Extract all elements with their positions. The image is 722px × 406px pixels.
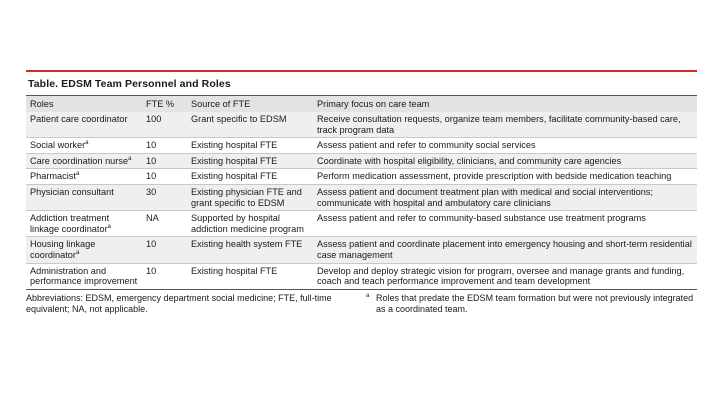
footnote-mark: a: [366, 292, 370, 299]
cell-source: Existing hospital FTE: [187, 263, 313, 289]
cell-focus: Develop and deploy strategic vision for program, oversee and manage grants and funding, coach and teach performance improvement and team development: [313, 263, 697, 289]
cell-focus: Perform medication assessment, provide prescription with bedside medication teaching: [313, 169, 697, 185]
cell-role: Housing linkage coordinator$^a$: [26, 237, 142, 263]
table-row: [26, 112, 697, 138]
cell-fte: 100: [142, 112, 187, 138]
cell-fte: NA: [142, 211, 187, 237]
cell-source: Grant specific to EDSM: [187, 112, 313, 138]
cell-source: Supported by hospital addiction medicine program: [187, 211, 313, 237]
table-row: [26, 263, 697, 289]
cell-focus: Assess patient and refer to community social services: [313, 138, 697, 154]
cell-focus: Assess patient and refer to community-based substance use treatment programs: [313, 211, 697, 237]
cell-role: Pharmacist$^a$: [26, 169, 142, 185]
cell-role: Administration and performance improvement: [26, 263, 142, 289]
cell-focus: Receive consultation requests, organize team members, facilitate community-based care, track program data: [313, 112, 697, 138]
table-title: Table. EDSM Team Personnel and Roles: [28, 78, 231, 90]
cell-role: Physician consultant: [26, 184, 142, 210]
table-footnotes: [26, 290, 697, 315]
table-body: [26, 112, 697, 289]
cell-source: Existing hospital FTE: [187, 138, 313, 154]
header-row: [26, 96, 697, 112]
cell-fte: 10: [142, 263, 187, 289]
header-source: Source of FTE: [187, 96, 313, 112]
cell-focus: Assess patient and coordinate placement into emergency housing and short-term residential case management: [313, 237, 697, 263]
cell-source: Existing hospital FTE: [187, 153, 313, 169]
cell-role: Addiction treatment linkage coordinator$^a$: [26, 211, 142, 237]
table-row: [26, 138, 697, 154]
cell-fte: 30: [142, 184, 187, 210]
table-row: [26, 211, 697, 237]
cell-source: Existing hospital FTE: [187, 169, 313, 185]
footnote-a-text: Roles that predate the EDSM team formation but were not previously integrated as a coordinated team.: [376, 292, 694, 314]
table-figure: [26, 70, 697, 315]
cell-role: Social worker$^a$: [26, 138, 142, 154]
footnote-marker: a: [75, 171, 80, 178]
cell-focus: Assess patient and document treatment plan with medical and social interventions; communicate with hospital and ambulatory care clinicians: [313, 184, 697, 210]
cell-fte: 10: [142, 169, 187, 185]
header-fte: FTE %: [142, 96, 187, 112]
header-roles: Roles: [26, 96, 142, 112]
table-row: [26, 169, 697, 185]
cell-source: Existing physician FTE and grant specific to EDSM: [187, 184, 313, 210]
cell-fte: 10: [142, 237, 187, 263]
cell-fte: 10: [142, 138, 187, 154]
footnote-marker: a: [128, 155, 132, 162]
footnote-a: [366, 293, 697, 315]
cell-role: Care coordination nurse$^a$: [26, 153, 142, 169]
cell-fte: 10: [142, 153, 187, 169]
cell-role: Patient care coordinator: [26, 112, 142, 138]
abbreviations-note: Abbreviations: EDSM, emergency department social medicine; FTE, full-time equivalent; NA, not applicable.: [26, 292, 332, 314]
cell-focus: Coordinate with hospital eligibility, clinicians, and community care agencies: [313, 153, 697, 169]
personnel-table: [26, 96, 697, 289]
footnote-marker: a: [75, 249, 80, 256]
table-row: [26, 153, 697, 169]
footnote-marker: a: [85, 140, 89, 147]
cell-source: Existing health system FTE: [187, 237, 313, 263]
table-row: [26, 184, 697, 210]
footnote-marker: a: [107, 223, 111, 230]
header-focus: Primary focus on care team: [313, 96, 697, 112]
table-row: [26, 237, 697, 263]
